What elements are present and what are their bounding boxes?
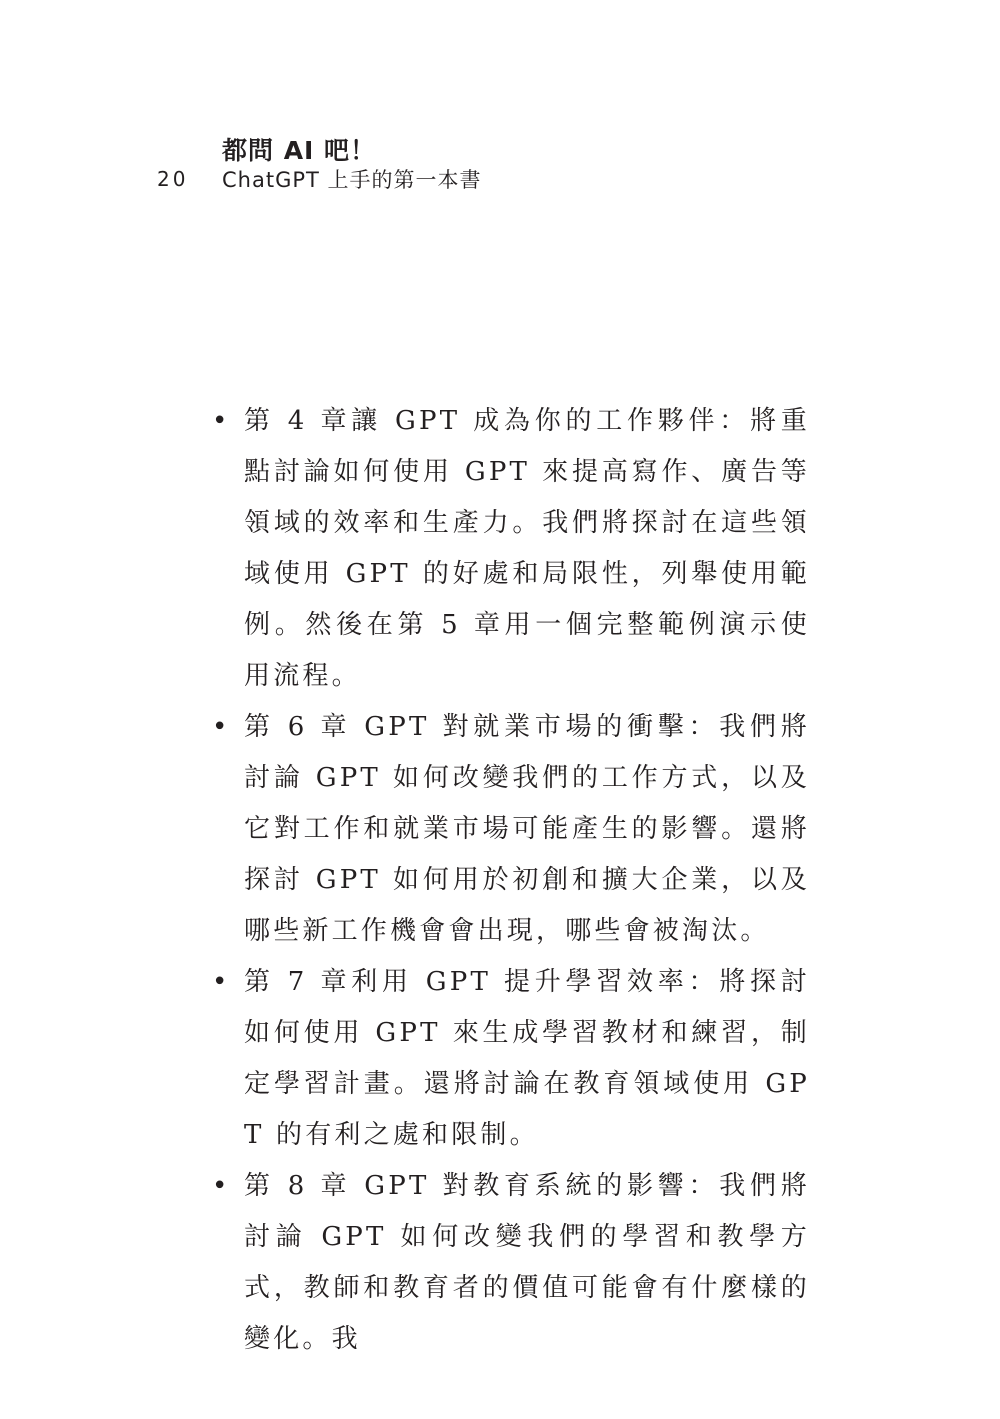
list-item [210, 396, 810, 702]
bullet-icon: • [212, 712, 231, 742]
chapter-bullet-list [210, 396, 810, 1365]
book-title: 都問 AI 吧！ [222, 136, 377, 165]
list-item [210, 957, 810, 1161]
list-item-text: 第 7 章利用 GPT 提升學習效率：將探討如何使用 GPT 來生成學習教材和練習，制定學習計畫。還將討論在教育領域使用 GPT 的有利之處和限制。 [244, 967, 810, 1150]
list-item-text: 第 8 章 GPT 對教育系統的影響：我們將討論 GPT 如何改變我們的學習和教學方式，教師和教育者的價值可能會有什麼樣的變化。我 [244, 1171, 810, 1354]
book-subtitle: ChatGPT 上手的第一本書 [222, 168, 482, 192]
list-item-text: 第 6 章 GPT 對就業市場的衝擊：我們將討論 GPT 如何改變我們的工作方式，以及它對工作和就業市場可能產生的影響。還將探討 GPT 如何用於初創和擴大企業，以及哪些新工作機會會出現，哪些會被淘汰。 [244, 712, 810, 946]
bullet-icon: • [212, 406, 231, 436]
list-item-text: 第 4 章讓 GPT 成為你的工作夥伴：將重點討論如何使用 GPT 來提高寫作、廣告等領域的效率和生產力。我們將探討在這些領域使用 GPT 的好處和局限性，列舉使用範例。然後在第 5 章用一個完整範例演示使用流程。 [244, 406, 810, 691]
bullet-icon: • [212, 967, 231, 997]
running-header [0, 0, 1000, 240]
page-number: 20 [157, 167, 189, 191]
list-item [210, 1161, 810, 1365]
list-item [210, 702, 810, 957]
bullet-icon: • [212, 1171, 231, 1201]
